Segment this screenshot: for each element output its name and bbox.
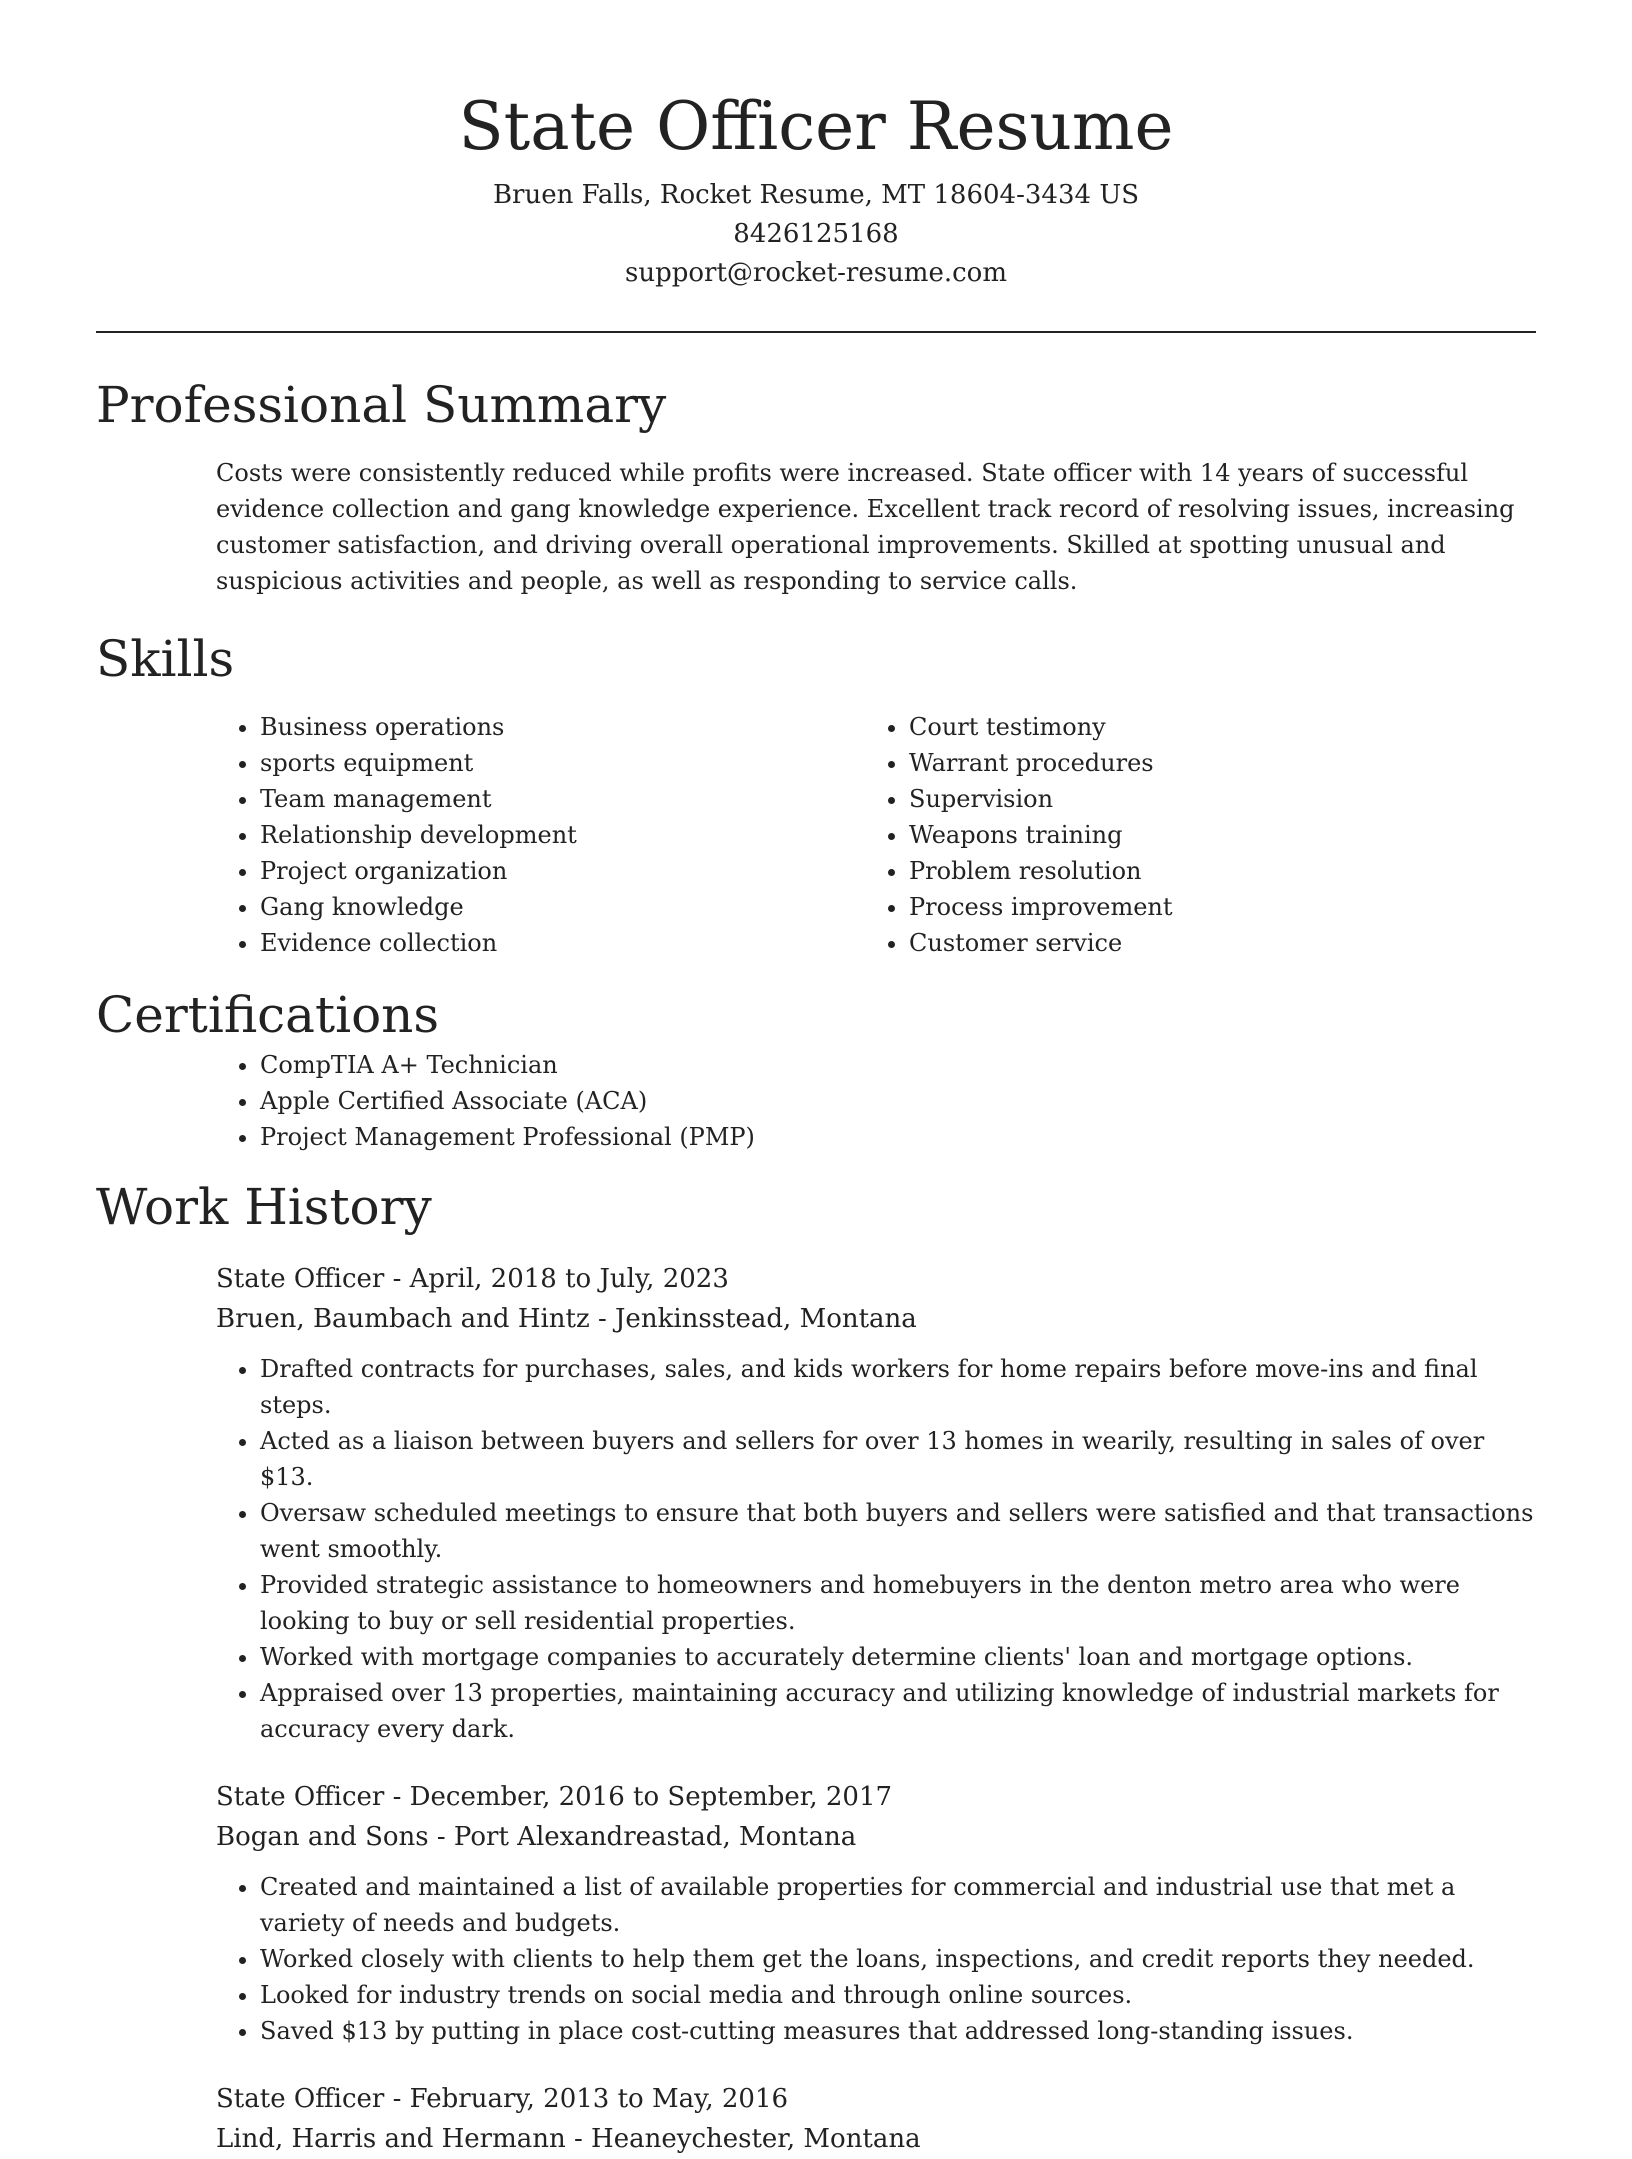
- skill-item: • Relationship development: [260, 817, 865, 853]
- job-title-dates: State Officer - February, 2013 to May, 2016: [216, 2084, 789, 2114]
- skill-item: • Project organization: [260, 853, 865, 889]
- resume-title: State Officer Resume: [458, 88, 1174, 165]
- skills-list: [216, 709, 1536, 961]
- job-entry: [96, 2079, 1536, 2159]
- job-bullets: [96, 1351, 1536, 1747]
- contact-block: [96, 176, 1536, 293]
- job-title-dates: State Officer - December, 2016 to September, 2017: [216, 1782, 893, 1812]
- skills-heading: Skills: [96, 630, 235, 688]
- certification-item: • Apple Certified Associate (ACA): [260, 1083, 1536, 1119]
- skills-column-left: [216, 709, 865, 961]
- job-company-location: Bruen, Baumbach and Hintz - Jenkinsstead, Montana: [216, 1304, 917, 1334]
- skill-item: • Gang knowledge: [260, 889, 865, 925]
- job-bullet: • Worked with mortgage companies to accurately determine clients' loan and mortgage options.: [260, 1639, 1536, 1675]
- job-bullet: • Looked for industry trends on social media and through online sources.: [260, 1977, 1536, 2013]
- summary-heading: Professional Summary: [96, 376, 667, 434]
- skill-item: • Weapons training: [909, 817, 1514, 853]
- certifications-list: [96, 1047, 1536, 1155]
- skill-item: • Court testimony: [909, 709, 1514, 745]
- skill-item: • Supervision: [909, 781, 1514, 817]
- contact-phone: 8426125168: [733, 219, 899, 249]
- job-bullet: • Drafted contracts for purchases, sales, and kids workers for home repairs before move-ins and final steps.: [260, 1351, 1536, 1423]
- contact-email: support@rocket-resume.com: [624, 258, 1007, 288]
- skill-item: • Problem resolution: [909, 853, 1514, 889]
- skills-column-right: [865, 709, 1514, 961]
- job-bullet: • Acted as a liaison between buyers and sellers for over 13 homes in wearily, resulting in sales of over $13.: [260, 1423, 1536, 1495]
- job-bullet: • Created and maintained a list of available properties for commercial and industrial use that met a variety of needs and budgets.: [260, 1869, 1536, 1941]
- certifications-heading: Certifications: [96, 986, 440, 1044]
- certification-item: • Project Management Professional (PMP): [260, 1119, 1536, 1155]
- skill-item: • Warrant procedures: [909, 745, 1514, 781]
- job-entry: [96, 1777, 1536, 2049]
- job-bullets: [96, 1869, 1536, 2049]
- summary-text: Costs were consistently reduced while profits were increased. State officer with 14 years of successful evidence collection and gang knowledge experience. Excellent track record of resolving issues, increasing customer satisfaction, and driving overall operational improvements. Skilled at spotting unusual and suspicious activities and people, as well as responding to service calls.: [216, 459, 1515, 595]
- skill-item: • Process improvement: [909, 889, 1514, 925]
- skill-item: • Team management: [260, 781, 865, 817]
- skill-item: • Evidence collection: [260, 925, 865, 961]
- job-bullet: • Saved $13 by putting in place cost-cutting measures that addressed long-standing issues.: [260, 2013, 1536, 2049]
- certification-item: • CompTIA A+ Technician: [260, 1047, 1536, 1083]
- job-bullet: • Oversaw scheduled meetings to ensure that both buyers and sellers were satisfied and that transactions went smoothly.: [260, 1495, 1536, 1567]
- header-divider: [96, 331, 1536, 333]
- job-bullet: • Provided strategic assistance to homeowners and homebuyers in the denton metro area who were looking to buy or sell residential properties.: [260, 1567, 1536, 1639]
- job-entry: [96, 1259, 1536, 1747]
- job-company-location: Bogan and Sons - Port Alexandreastad, Montana: [216, 1822, 857, 1852]
- contact-address: Bruen Falls, Rocket Resume, MT 18604-3434 US: [492, 180, 1140, 210]
- job-title-dates: State Officer - April, 2018 to July, 2023: [216, 1264, 729, 1294]
- skill-item: • sports equipment: [260, 745, 865, 781]
- resume-page: [96, 0, 1536, 2159]
- skill-item: • Business operations: [260, 709, 865, 745]
- work-history-heading: Work History: [96, 1178, 432, 1236]
- job-company-location: Lind, Harris and Hermann - Heaneychester, Montana: [216, 2124, 921, 2154]
- skill-item: • Customer service: [909, 925, 1514, 961]
- job-bullet: • Appraised over 13 properties, maintaining accuracy and utilizing knowledge of industrial markets for accuracy every dark.: [260, 1675, 1536, 1747]
- job-bullet: • Worked closely with clients to help them get the loans, inspections, and credit reports they needed.: [260, 1941, 1536, 1977]
